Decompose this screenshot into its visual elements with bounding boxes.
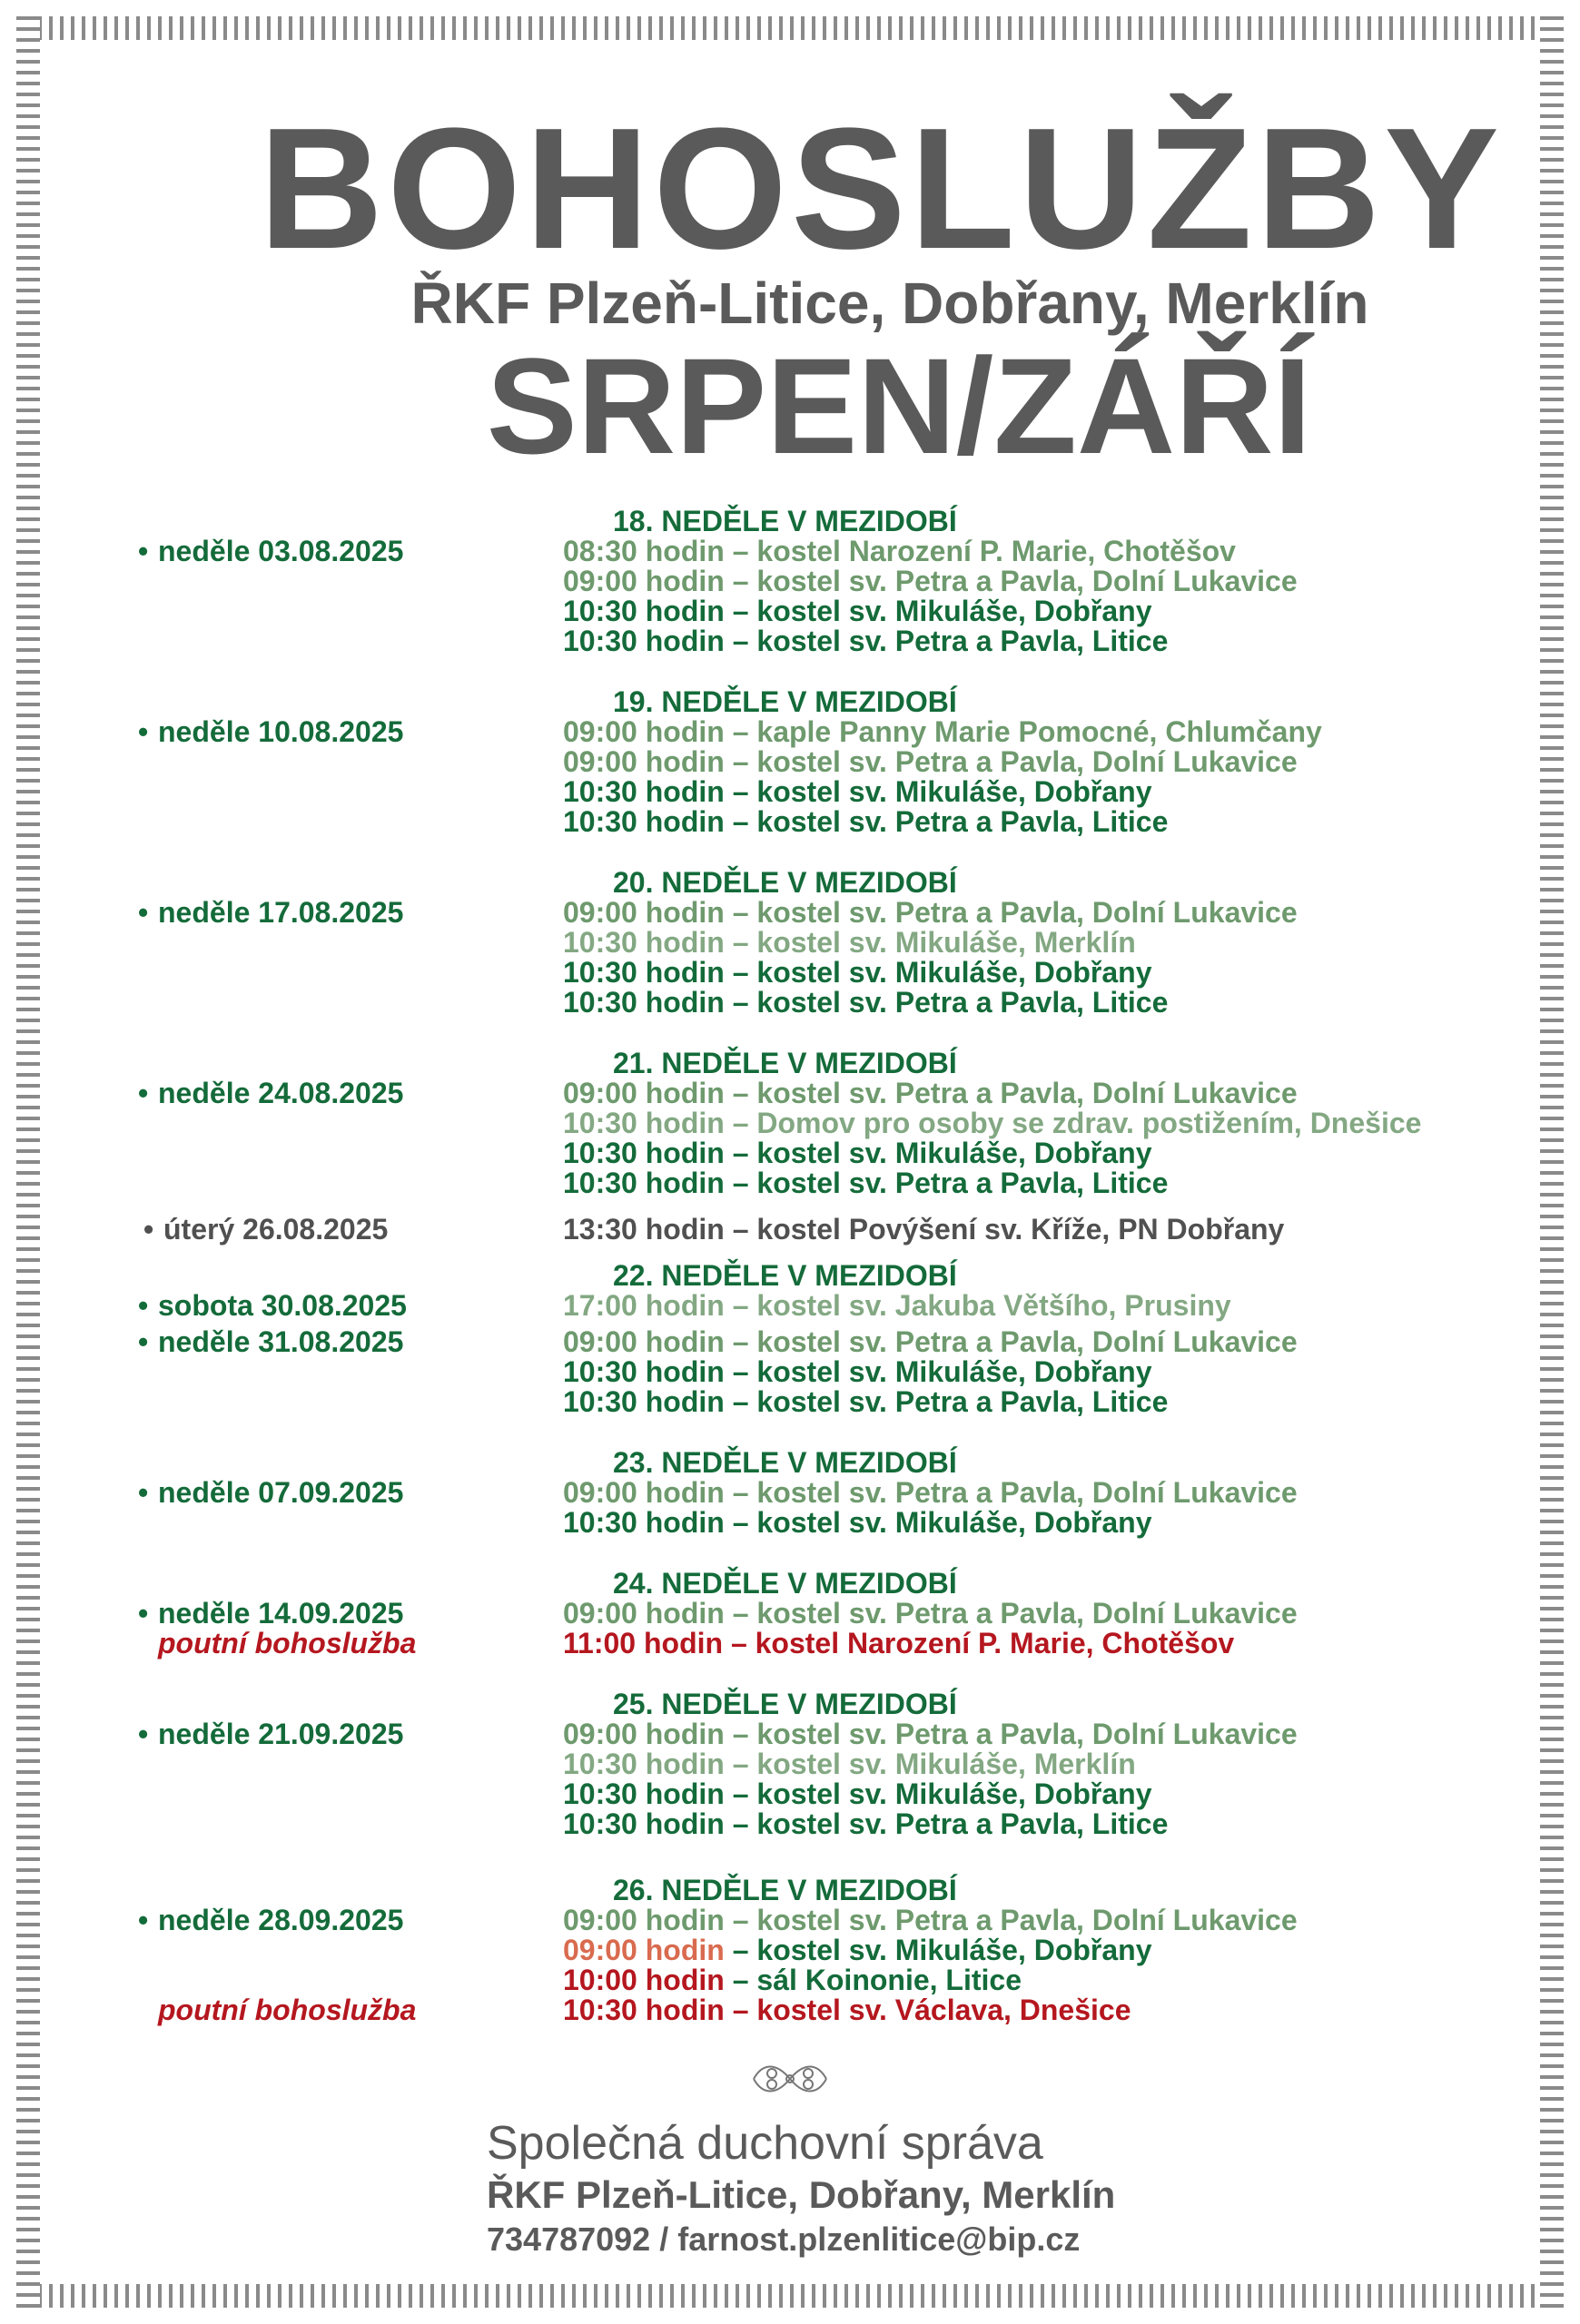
footer-organization: Společná duchovní správa (487, 2117, 1043, 2170)
service-time: 09:00 hodin (563, 1476, 725, 1509)
week-title: 18. NEDĚLE V MEZIDOBÍ (613, 505, 957, 537)
month-title: SRPEN/ZÁŘÍ (486, 330, 1312, 482)
service-date: • sobota 30.08.2025 (138, 1289, 407, 1322)
service-time: 09:00 hodin (563, 1904, 725, 1936)
service-date: • neděle 31.08.2025 (138, 1325, 404, 1358)
service-time: 08:30 hodin (563, 535, 725, 567)
week-block (0, 1876, 1580, 2025)
service-place: kostel sv. Mikuláše, Dobřany (756, 1934, 1152, 1966)
service-time: 09:00 hodin (563, 1597, 725, 1630)
service-place: kostel sv. Mikuláše, Merklín (756, 926, 1136, 959)
service-line: 10:30 hodin – kostel sv. Petra a Pavla, Litice (563, 805, 1169, 838)
bullet-icon: • (138, 1597, 149, 1630)
week-title: 19. NEDĚLE V MEZIDOBÍ (613, 685, 957, 718)
service-time: 10:30 hodin (563, 1506, 725, 1539)
service-place: kostel sv. Petra a Pavla, Litice (756, 805, 1169, 838)
service-place: kostel sv. Mikuláše, Merklín (756, 1748, 1136, 1780)
service-time: 11:00 hodin (563, 1627, 724, 1659)
service-time: 10:30 hodin (563, 1994, 725, 2026)
service-time: 10:30 hodin (563, 956, 725, 989)
service-place: kostel sv. Mikuláše, Dobřany (756, 1506, 1152, 1539)
service-place: kostel sv. Mikuláše, Dobřany (756, 775, 1152, 808)
service-place: Domov pro osoby se zdrav. postižením, Dnešice (756, 1107, 1422, 1139)
week-block (0, 1049, 1580, 1198)
service-date: • neděle 21.09.2025 (138, 1718, 404, 1750)
service-place: kostel sv. Václava, Dnešice (756, 1994, 1131, 2026)
service-line: 09:00 hodin – kostel sv. Petra a Pavla, Dolní Lukavice (563, 1597, 1298, 1630)
week-title: 21. NEDĚLE V MEZIDOBÍ (613, 1047, 957, 1079)
service-place: kostel sv. Petra a Pavla, Dolní Lukavice (756, 1904, 1298, 1936)
bullet-icon: • (138, 1289, 149, 1322)
week-block (0, 1689, 1580, 1839)
bullet-icon: • (138, 535, 149, 567)
week-title: 23. NEDĚLE V MEZIDOBÍ (613, 1446, 957, 1479)
service-line: 09:00 hodin – kostel sv. Mikuláše, Dobřany (563, 1934, 1152, 1966)
service-place: kostel sv. Mikuláše, Dobřany (756, 1777, 1152, 1810)
service-line: 09:00 hodin – kostel sv. Petra a Pavla, Dolní Lukavice (563, 896, 1298, 929)
service-place: kostel sv. Mikuláše, Dobřany (756, 956, 1152, 989)
pilgrimage-label: poutní bohoslužba (158, 1627, 417, 1659)
footer-contact: 734787092 / farnost.plzenlitice@bip.cz (487, 2221, 1081, 2258)
service-place: kostel sv. Petra a Pavla, Dolní Lukavice (756, 565, 1298, 597)
service-time: 17:00 hodin (563, 1289, 725, 1322)
service-time: 10:30 hodin (563, 1355, 725, 1388)
service-date: • neděle 07.09.2025 (138, 1476, 404, 1509)
service-place: kostel sv. Petra a Pavla, Litice (756, 1167, 1169, 1199)
service-place: sál Koinonie, Litice (756, 1964, 1022, 1996)
service-line: 10:30 hodin – kostel sv. Mikuláše, Merklín (563, 926, 1136, 959)
service-line: 09:00 hodin – kostel sv. Petra a Pavla, Dolní Lukavice (563, 1077, 1298, 1109)
pilgrimage-label: poutní bohoslužba (158, 1994, 417, 2026)
service-place: kostel sv. Petra a Pavla, Dolní Lukavice (756, 1597, 1298, 1630)
service-time: 10:30 hodin (563, 1385, 725, 1418)
service-time: 09:00 hodin (563, 896, 725, 929)
service-line: 09:00 hodin – kostel sv. Petra a Pavla, Dolní Lukavice (563, 1325, 1298, 1358)
page-title: BOHOSLUŽBY (259, 93, 1503, 285)
service-line: 09:00 hodin – kostel sv. Petra a Pavla, Dolní Lukavice (563, 565, 1298, 597)
service-line: 10:30 hodin – kostel sv. Mikuláše, Dobřany (563, 956, 1152, 989)
service-place: kostel sv. Petra a Pavla, Litice (756, 1385, 1169, 1418)
bullet-icon: • (138, 1325, 149, 1358)
service-place: kostel sv. Petra a Pavla, Litice (756, 1807, 1169, 1840)
service-place: kostel Narození P. Marie, Chotěšov (756, 535, 1236, 567)
service-line: 10:30 hodin – kostel sv. Mikuláše, Merklín (563, 1748, 1136, 1780)
service-line: 10:30 hodin – kostel sv. Václava, Dnešice (563, 1994, 1131, 2026)
service-line: 11:00 hodin – kostel Narození P. Marie, Chotěšov (563, 1627, 1235, 1659)
ornament-icon (745, 2053, 835, 2104)
bullet-icon: • (138, 1077, 149, 1109)
week-title: 24. NEDĚLE V MEZIDOBÍ (613, 1567, 957, 1600)
service-place: kostel sv. Petra a Pavla, Dolní Lukavice (756, 1476, 1298, 1509)
service-date: • neděle 03.08.2025 (138, 535, 404, 567)
service-place: kostel sv. Petra a Pavla, Litice (756, 986, 1169, 1019)
service-time: 10:30 hodin (563, 1748, 725, 1780)
parish-subtitle: ŘKF Plzeň-Litice, Dobřany, Merklín (410, 271, 1369, 336)
service-time: 09:00 hodin (563, 715, 725, 748)
service-line: 17:00 hodin – kostel sv. Jakuba Většího, Prusiny (563, 1289, 1231, 1322)
service-time: 10:30 hodin (563, 595, 725, 627)
service-time: 09:00 hodin (563, 1077, 725, 1109)
service-time: 10:30 hodin (563, 1167, 725, 1199)
service-schedule (0, 507, 1580, 2056)
service-time: 09:00 hodin (563, 745, 725, 778)
service-time: 10:30 hodin (563, 926, 725, 959)
service-time: 09:00 hodin (563, 1718, 725, 1750)
service-line: 10:30 hodin – kostel sv. Mikuláše, Dobřany (563, 775, 1152, 808)
footer-parish: ŘKF Plzeň-Litice, Dobřany, Merklín (487, 2173, 1116, 2216)
week-title: 20. NEDĚLE V MEZIDOBÍ (613, 866, 957, 899)
frame-border-bottom (16, 2284, 1564, 2308)
week-title: 25. NEDĚLE V MEZIDOBÍ (613, 1688, 957, 1720)
service-line: 13:30 hodin – kostel Povýšení sv. Kříže, PN Dobřany (563, 1213, 1285, 1246)
service-line: 10:30 hodin – kostel sv. Petra a Pavla, Litice (563, 625, 1169, 657)
bullet-icon: • (143, 1213, 154, 1246)
service-line: 10:30 hodin – kostel sv. Petra a Pavla, Litice (563, 1807, 1169, 1840)
service-time: 10:30 hodin (563, 1107, 725, 1139)
poster-header (0, 93, 1580, 482)
service-place: kostel sv. Petra a Pavla, Dolní Lukavice (756, 1325, 1298, 1358)
week-block (0, 1569, 1580, 1659)
service-date: • neděle 10.08.2025 (138, 715, 404, 748)
bullet-icon: • (138, 896, 149, 929)
service-time: 10:00 hodin (563, 1964, 725, 1996)
service-time: 10:30 hodin (563, 625, 725, 657)
service-place: kostel sv. Mikuláše, Dobřany (756, 1137, 1152, 1169)
service-place: kostel sv. Petra a Pavla, Dolní Lukavice (756, 1077, 1298, 1109)
week-block (0, 507, 1580, 656)
service-line: 09:00 hodin – kostel sv. Petra a Pavla, Dolní Lukavice (563, 1476, 1298, 1509)
service-place: kostel Narození P. Marie, Chotěšov (755, 1627, 1235, 1659)
service-line: 10:00 hodin – sál Koinonie, Litice (563, 1964, 1022, 1996)
service-date: • neděle 14.09.2025 (138, 1597, 404, 1630)
week-block (0, 1215, 1580, 1245)
week-title: 26. NEDĚLE V MEZIDOBÍ (613, 1874, 957, 1906)
bullet-icon: • (138, 1718, 149, 1750)
service-line: 10:30 hodin – kostel sv. Mikuláše, Dobřany (563, 1137, 1152, 1169)
service-line: 10:30 hodin – kostel sv. Mikuláše, Dobřany (563, 595, 1152, 627)
service-line: 09:00 hodin – kostel sv. Petra a Pavla, Dolní Lukavice (563, 1718, 1298, 1750)
service-line: 10:30 hodin – kostel sv. Petra a Pavla, Litice (563, 1167, 1169, 1199)
service-place: kostel sv. Mikuláše, Dobřany (756, 595, 1152, 627)
service-date: • úterý 26.08.2025 (143, 1213, 389, 1246)
bullet-icon: • (138, 1476, 149, 1509)
week-block (0, 1261, 1580, 1417)
service-time: 09:00 hodin (563, 1934, 725, 1966)
service-line: 09:00 hodin – kostel sv. Petra a Pavla, Dolní Lukavice (563, 745, 1298, 778)
service-place: kostel sv. Jakuba Většího, Prusiny (756, 1289, 1231, 1322)
service-time: 10:30 hodin (563, 1137, 725, 1169)
service-time: 10:30 hodin (563, 1777, 725, 1810)
service-line: 10:30 hodin – kostel sv. Petra a Pavla, Litice (563, 1385, 1169, 1418)
service-time: 10:30 hodin (563, 775, 725, 808)
service-place: kostel Povýšení sv. Kříže, PN Dobřany (756, 1213, 1285, 1246)
service-place: kostel sv. Petra a Pavla, Litice (756, 625, 1169, 657)
service-place: kostel sv. Petra a Pavla, Dolní Lukavice (756, 896, 1298, 929)
week-title: 22. NEDĚLE V MEZIDOBÍ (613, 1259, 957, 1292)
service-line: 10:30 hodin – kostel sv. Mikuláše, Dobřany (563, 1355, 1152, 1388)
service-place: kostel sv. Mikuláše, Dobřany (756, 1355, 1152, 1388)
frame-border-top (16, 16, 1564, 40)
service-time: 10:30 hodin (563, 986, 725, 1019)
footer (487, 2115, 1115, 2260)
bullet-icon: • (138, 715, 149, 748)
service-time: 13:30 hodin (563, 1213, 725, 1246)
service-time: 10:30 hodin (563, 805, 725, 838)
service-line: 10:30 hodin – kostel sv. Petra a Pavla, Litice (563, 986, 1169, 1019)
service-place: kaple Panny Marie Pomocné, Chlumčany (756, 715, 1322, 748)
service-time: 09:00 hodin (563, 1325, 725, 1358)
service-line: 09:00 hodin – kaple Panny Marie Pomocné, Chlumčany (563, 715, 1322, 748)
service-line: 09:00 hodin – kostel sv. Petra a Pavla, Dolní Lukavice (563, 1904, 1298, 1936)
service-date: • neděle 24.08.2025 (138, 1077, 404, 1109)
week-block (0, 1448, 1580, 1538)
service-line: 10:30 hodin – kostel sv. Mikuláše, Dobřany (563, 1777, 1152, 1810)
service-line: 08:30 hodin – kostel Narození P. Marie, Chotěšov (563, 535, 1236, 567)
service-date: • neděle 28.09.2025 (138, 1904, 404, 1936)
service-place: kostel sv. Petra a Pavla, Dolní Lukavice (756, 745, 1298, 778)
service-line: 10:30 hodin – kostel sv. Mikuláše, Dobřany (563, 1506, 1152, 1539)
bullet-icon: • (138, 1904, 149, 1936)
week-block (0, 868, 1580, 1018)
service-time: 10:30 hodin (563, 1807, 725, 1840)
week-block (0, 687, 1580, 837)
service-line: 10:30 hodin – Domov pro osoby se zdrav. postižením, Dnešice (563, 1107, 1422, 1139)
service-time: 09:00 hodin (563, 565, 725, 597)
service-place: kostel sv. Petra a Pavla, Dolní Lukavice (756, 1718, 1298, 1750)
service-date: • neděle 17.08.2025 (138, 896, 404, 929)
